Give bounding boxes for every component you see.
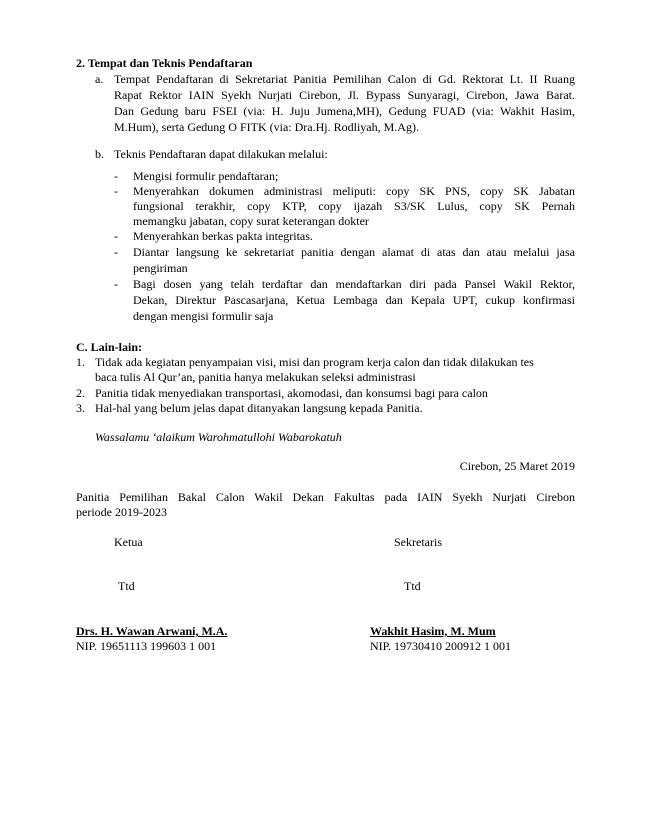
item-a-line-2: Rapat Rektor IAIN Syekh Nurjati Cirebon, Jl. Bypass Sunyaragi, Cirebon, Jawa Barat. — [114, 88, 575, 102]
bullet-4-line-1: Diantar langsung ke sekretariat panitia dengan alamat di atas dan atau melalui jasa — [133, 245, 575, 259]
bullet-3-line-1: Menyerahkan berkas pakta integritas. — [133, 229, 313, 243]
bullet-dash: - — [114, 184, 118, 198]
left-signature-ttd: Ttd — [118, 579, 135, 593]
c-item-3-line-1: Hal-hal yang belum jelas dapat ditanyakan langsung kepada Panitia. — [95, 401, 423, 415]
c-item-3-num: 3. — [76, 401, 85, 415]
section-c-heading: C. Lain-lain: — [76, 340, 143, 354]
closing-salutation: Wassalamu ‘alaikum Warohmatullohi Wabarokatuh — [95, 430, 342, 444]
c-item-1-line-1: Tidak ada kegiatan penyampaian visi, misi dan program kerja calon dan tidak dilakukan tes — [95, 355, 534, 369]
bullet-dash: - — [114, 277, 118, 291]
item-b-text: Teknis Pendaftaran dapat dilakukan melalui: — [114, 147, 328, 161]
bullet-5-line-3: dengan mengisi formulir saja — [133, 309, 274, 323]
right-signature-role: Sekretaris — [394, 535, 442, 549]
bullet-5-line-1: Bagi dosen yang telah terdaftar dan mendaftarkan diri pada Pansel Wakil Rektor, — [133, 277, 575, 291]
item-a-line-3: Dan Gedung baru FSEI (via: H. Juju Jumena,MH), Gedung FUAD (via: Wakhit Hasim, — [114, 104, 575, 118]
bullet-5-line-2: Dekan, Direktur Pascasarjana, Ketua Lembaga dan Kepala UPT, cukup konfirmasi — [133, 293, 575, 307]
item-a-line-4: M.Hum), serta Gedung O FITK (via: Dra.Hj. Rodliyah, M.Ag). — [114, 120, 419, 134]
item-a-line-1: Tempat Pendaftaran di Sekretariat Panitia Pemilihan Calon di Gd. Rektorat Lt. II Ruang — [114, 72, 575, 86]
c-item-2-num: 2. — [76, 386, 85, 400]
c-item-2-line-1: Panitia tidak menyediakan transportasi, akomodasi, dan konsumsi bagi para calon — [95, 386, 488, 400]
committee-line-2: periode 2019-2023 — [76, 505, 167, 519]
item-b-marker: b. — [95, 147, 104, 161]
c-item-1-num: 1. — [76, 355, 85, 369]
bullet-2-line-1: Menyerahkan dokumen administrasi meliputi: copy SK PNS, copy SK Jabatan — [133, 184, 575, 198]
c-item-1-line-2: baca tulis Al Qur’an, panitia hanya melakukan seleksi administrasi — [95, 370, 416, 384]
bullet-2-line-3: memangku jabatan, copy surat keterangan dokter — [133, 214, 369, 228]
item-a-marker: a. — [95, 72, 104, 86]
left-signature-name: Drs. H. Wawan Arwani, M.A. — [76, 624, 228, 638]
right-signature-name: Wakhit Hasim, M. Mum — [370, 624, 496, 638]
left-signature-role: Ketua — [114, 535, 143, 549]
right-signature-ttd: Ttd — [404, 579, 421, 593]
bullet-dash: - — [114, 229, 118, 243]
committee-line-1: Panitia Pemilihan Bakal Calon Wakil Dekan Fakultas pada IAIN Syekh Nurjati Cirebon — [76, 490, 575, 504]
left-signature-nip: NIP. 19651113 199603 1 001 — [76, 639, 217, 653]
bullet-dash: - — [114, 169, 118, 183]
bullet-4-line-2: pengiriman — [133, 261, 188, 275]
section-2-heading: 2. Tempat dan Teknis Pendaftaran — [76, 56, 253, 70]
bullet-2-line-2: fungsional terakhir, copy KTP, copy ijazah S3/SK Lulus, copy SK Pernah — [133, 199, 575, 213]
bullet-1-line-1: Mengisi formulir pendaftaran; — [133, 169, 279, 183]
bullet-dash: - — [114, 245, 118, 259]
letter-date: Cirebon, 25 Maret 2019 — [459, 459, 575, 473]
right-signature-nip: NIP. 19730410 200912 1 001 — [370, 639, 512, 653]
